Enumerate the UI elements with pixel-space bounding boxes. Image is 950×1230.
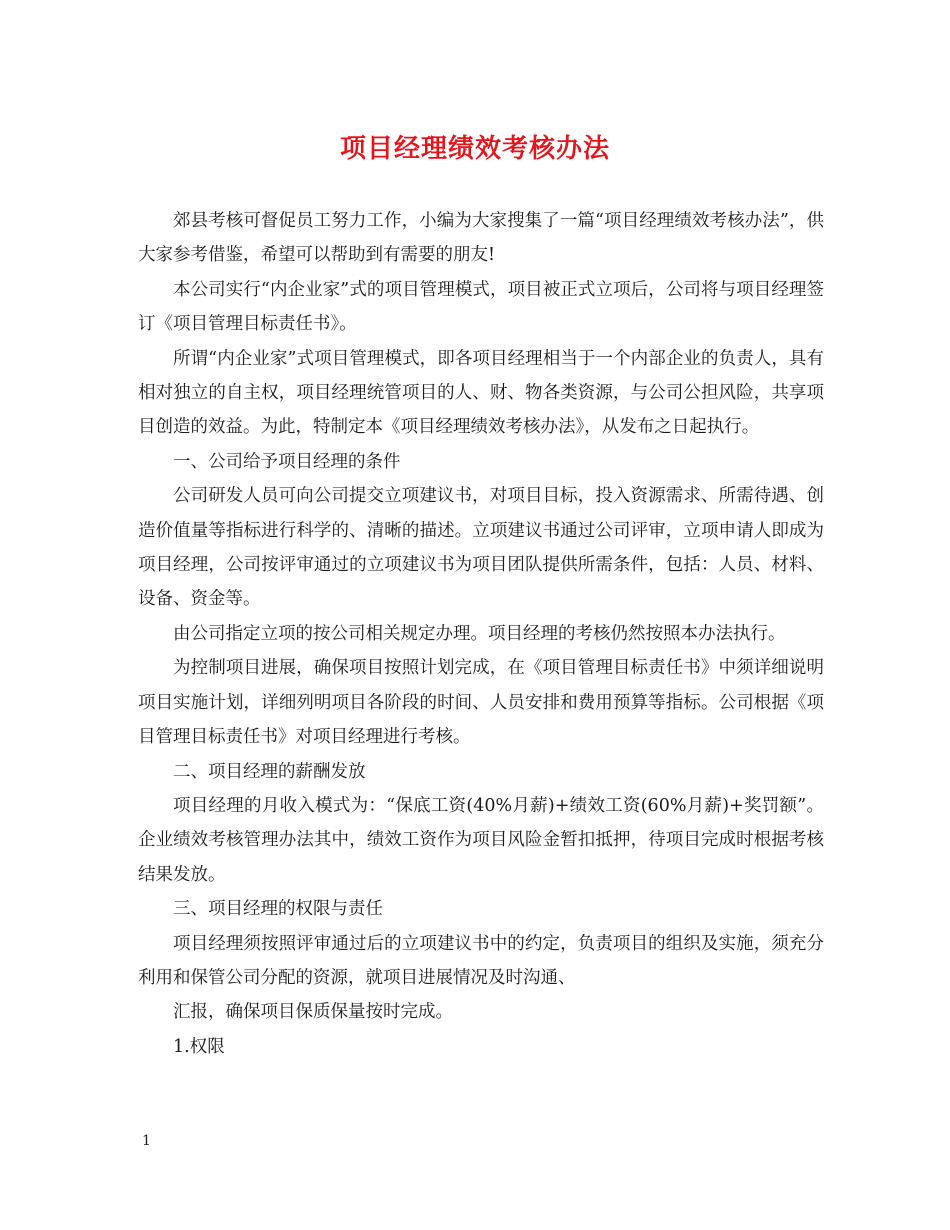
paragraph: 公司研发人员可向公司提交立项建议书，对项目目标，投入资源需求、所需待遇、创造价值量等指标进行科学的、清晰的描述。立项建议书通过公司评审，立项申请人即成为项目经理，公司按评审通过的立项建议书为项目团队提供所需条件，包括：人员、材料、设备、资金等。: [138, 486, 824, 610]
paragraph: 所谓“内企业家”式项目管理模式，即各项目经理相当于一个内部企业的负责人，具有相对独立的自主权，项目经理统管项目的人、财、物各类资源，与公司公担风险，共享项目创造的效益。为此，特制定本《项目经理绩效考核办法》，从发布之日起执行。: [138, 348, 824, 438]
section-heading: 一、公司给予项目经理的条件: [173, 451, 401, 472]
section-heading: 三、项目经理的权限与责任: [173, 899, 383, 920]
section-heading: 二、项目经理的薪酬发放: [173, 761, 366, 782]
paragraph: 项目经理须按照评审通过后的立项建议书中的约定，负责项目的组织及实施，须充分利用和保管公司分配的资源，就项目进展情况及时沟通、: [138, 933, 824, 988]
paragraph: 汇报，确保项目保质保量按时完成。: [173, 1002, 453, 1023]
subsection-heading: 1.权限: [173, 1036, 225, 1057]
paragraph: 郊县考核可督促员工努力工作，小编为大家搜集了一篇“项目经理绩效考核办法”，供大家参考借鉴，希望可以帮助到有需要的朋友!: [138, 211, 824, 266]
page-number: 1: [142, 1133, 151, 1149]
paragraph: 本公司实行“内企业家”式的项目管理模式，项目被正式立项后，公司将与项目经理签订《项目管理目标责任书》。: [138, 279, 824, 335]
document-title: 项目经理绩效考核办法: [339, 134, 610, 164]
paragraph: 项目经理的月收入模式为：“保底工资(40%月薪)+绩效工资(60%月薪)+奖罚额”。企业绩效考核管理办法其中，绩效工资作为项目风险金暂扣抵押，待项目完成时根据考核结果发放。: [138, 795, 824, 885]
document-body: [138, 204, 824, 1064]
paragraph: 由公司指定立项的按公司相关规定办理。项目经理的考核仍然按照本办法执行。: [173, 623, 786, 644]
paragraph: 为控制项目进展，确保项目按照计划完成，在《项目管理目标责任书》中须详细说明项目实施计划，详细列明项目各阶段的时间、人员安排和费用预算等指标。公司根据《项目管理目标责任书》对项目经理进行考核。: [138, 658, 824, 748]
